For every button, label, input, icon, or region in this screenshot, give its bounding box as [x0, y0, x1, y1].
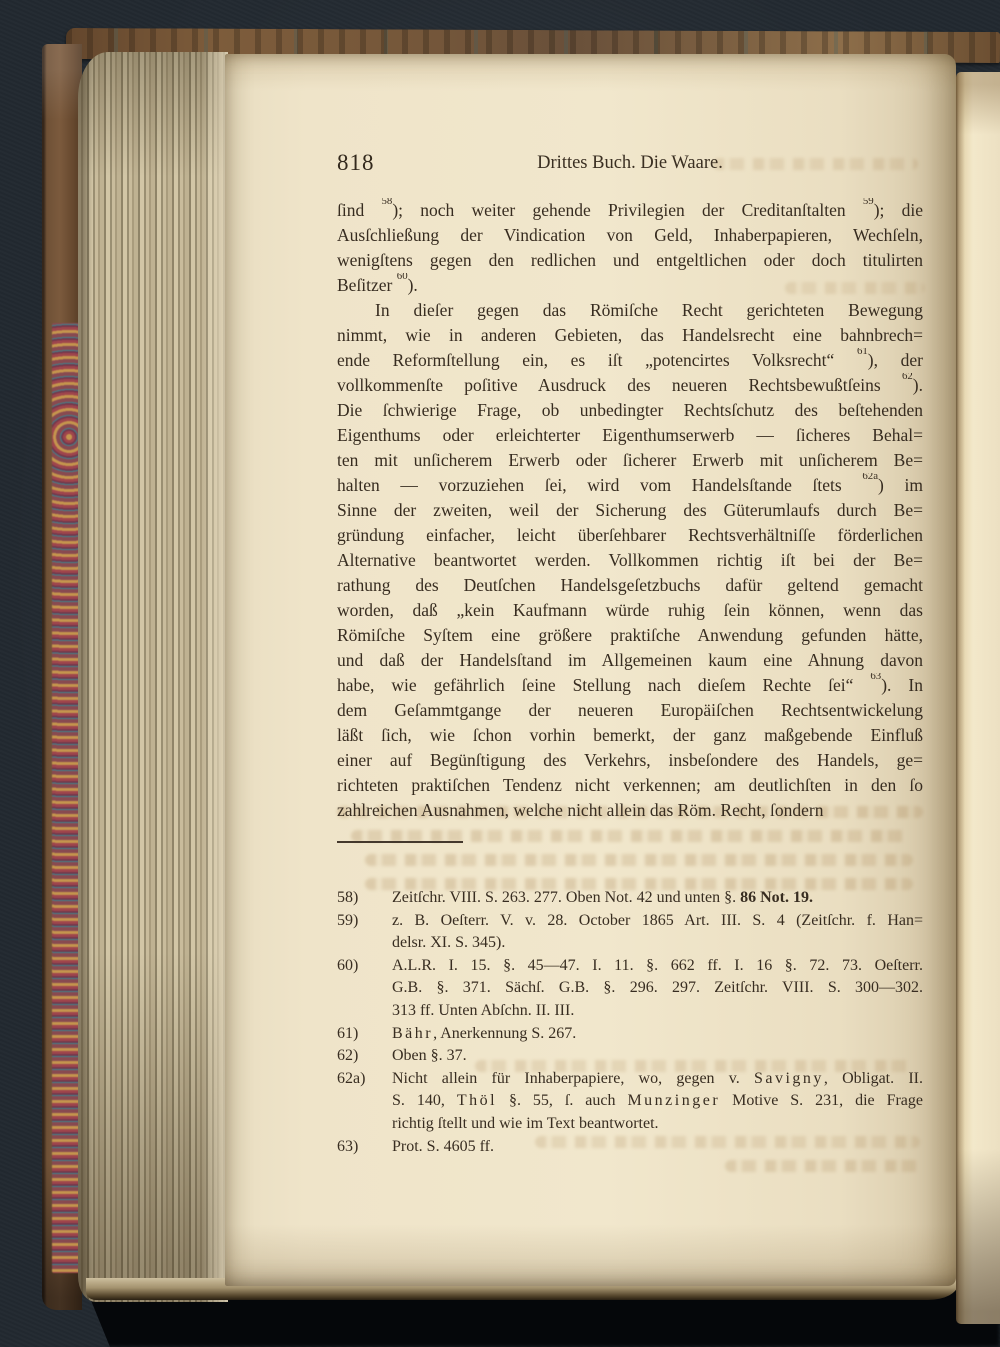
text-line: Römiſche Syſtem eine größere praktiſche Anwendung gefunden hätte,: [337, 625, 923, 645]
page-number: 818: [337, 150, 375, 175]
footnote-line: 58) Zeitſchr. VIII. S. 263. 277. Oben Not. 42 und unten §. 86 Not. 19.: [392, 887, 923, 910]
running-head: [337, 150, 923, 175]
footnote-number: 62): [337, 1047, 359, 1065]
text-line: läßt ſich, wie ſchon vorhin bemerkt, der ganz maßgebende Einfluß: [337, 725, 923, 745]
text-line: wenigſtens gegen den redlichen und entgeltlichen oder doch titulirten: [337, 250, 923, 270]
footnote-line: 61) Bähr, Anerkennung S. 267.: [392, 1023, 923, 1046]
text-line: In dieſer gegen das Römiſche Recht gerichteten Bewegung: [375, 300, 923, 320]
footnote-line: 313 ff. Unten Abſchn. II. III.: [392, 1001, 575, 1019]
text-line: nimmt, wie in anderen Gebieten, das Handelsrecht eine bahnbrech=: [337, 325, 923, 345]
text-line: Die ſchwierige Frage, ob unbedingter Rechtsſchutz des beſtehenden: [337, 400, 923, 420]
text-line: einer auf Begünſtigung des Verkehrs, insbeſondere des Handels, ge=: [337, 750, 923, 770]
footnote-line: 60) A.L.R. I. 15. §. 45—47. I. 11. §. 662 ff. I. 16 §. 72. 73. Oeſterr.: [392, 955, 923, 978]
text-line: Sinne der zweiten, weil der Sicherung des Güterumlaufs durch Be=: [337, 500, 923, 520]
text-line: worden, daß „kein Kaufmann würde ruhig ſein können, wenn das: [337, 600, 923, 620]
text-line: ende Reformſtellung ein, es iſt „potencirtes Volksrecht“ $^{61}$), der: [337, 348, 923, 370]
text-line: Ausſchließung der Vindication von Geld, Inhaberpapieren, Wechſeln,: [337, 225, 923, 245]
text-line: vollkommenſte poſitive Ausdruck des neueren Rechtsbewußtſeins $^{62}$).: [337, 373, 923, 395]
footnote-line: 63) Prot. S. 4605 ff.: [392, 1136, 923, 1159]
text-line: rathung des Deutſchen Handelsgeſetzbuchs dafür geltend gemacht: [337, 575, 923, 595]
text-line: richteten praktiſchen Tendenz nicht verkennen; am deutlichſten in den ſo: [337, 775, 923, 795]
footnote-number: 58): [337, 889, 359, 906]
running-title: Drittes Buch. Die Waare.: [537, 153, 723, 173]
footnote-number: 60): [337, 956, 359, 974]
text-line: zahlreichen Ausnahmen, welche nicht allein das Röm. Recht, ſondern: [337, 800, 824, 820]
text-line: Beſitzer $^{60}$).: [337, 273, 418, 295]
footnote-line: S. 140, Thöl §. 55, ſ. auch Munzinger Motive S. 231, die Frage: [392, 1092, 924, 1110]
page-edge-stack: [78, 52, 228, 1302]
footnote-rule: [337, 841, 463, 843]
book-page: [225, 54, 956, 1286]
footnote-line: 59) z. B. Oeſterr. V. v. 28. October 1865 Art. III. S. 4 (Zeitſchr. f. Han=: [392, 910, 923, 933]
bleedthrough-ghost-text: [725, 1160, 920, 1172]
next-page-sliver: [956, 72, 1000, 1324]
footnote-number: 63): [337, 1137, 359, 1155]
body-text: [337, 198, 923, 823]
footnote-number: 61): [337, 1024, 359, 1042]
text-line: Alternative beantwortet werden. Vollkommen richtig iſt bei der Be=: [337, 550, 923, 570]
text-line: ten mit unſicherem Erwerb oder ſicherer Erwerb mit unſicherem Be=: [337, 450, 923, 470]
text-line: und daß der Handelsſtand im Allgemeinen kaum eine Ahnung davon: [337, 650, 923, 670]
text-line: ſind $^{58}$); noch weiter gehende Privilegien der Creditanſtalten $^{59}$); die: [337, 198, 923, 220]
footnote-number: 62a): [337, 1069, 366, 1087]
footnote-line: 62a) Nicht allein für Inhaberpapiere, wo, gegen v. Savigny, Obligat. II.: [392, 1068, 923, 1091]
footnote-number: 59): [337, 911, 359, 929]
text-line: halten — vorzuziehen ſei, wird vom Handelsſtande ſtets $^{62a}$) im: [337, 473, 923, 495]
bleedthrough-ghost-text: [365, 854, 913, 866]
footnote-line: richtig ſtellt und wie im Text beantwortet.: [392, 1114, 659, 1132]
text-line: dem Geſammtgange der neueren Europäiſchen Rechtsentwickelung: [337, 700, 923, 720]
text-line: gründung einfacher, leicht überſehbarer Rechtsverhältniſſe förderlichen: [337, 525, 923, 545]
footnote-line: G.B. §. 371. Sächſ. G.B. §. 296. 297. Zeitſchr. VIII. S. 300—302.: [392, 979, 923, 997]
footnote-line: 62) Oben §. 37.: [392, 1045, 923, 1068]
footnote-line: delsr. XI. S. 345).: [392, 934, 506, 952]
text-line: Eigenthums oder erleichterter Eigenthumserwerb — ſicheres Behal=: [337, 425, 923, 445]
text-line: habe, wie gefährlich ſeine Stellung nach dieſem Rechte ſei“ $^{63}$). In: [337, 673, 923, 695]
footnotes: [337, 887, 924, 1158]
